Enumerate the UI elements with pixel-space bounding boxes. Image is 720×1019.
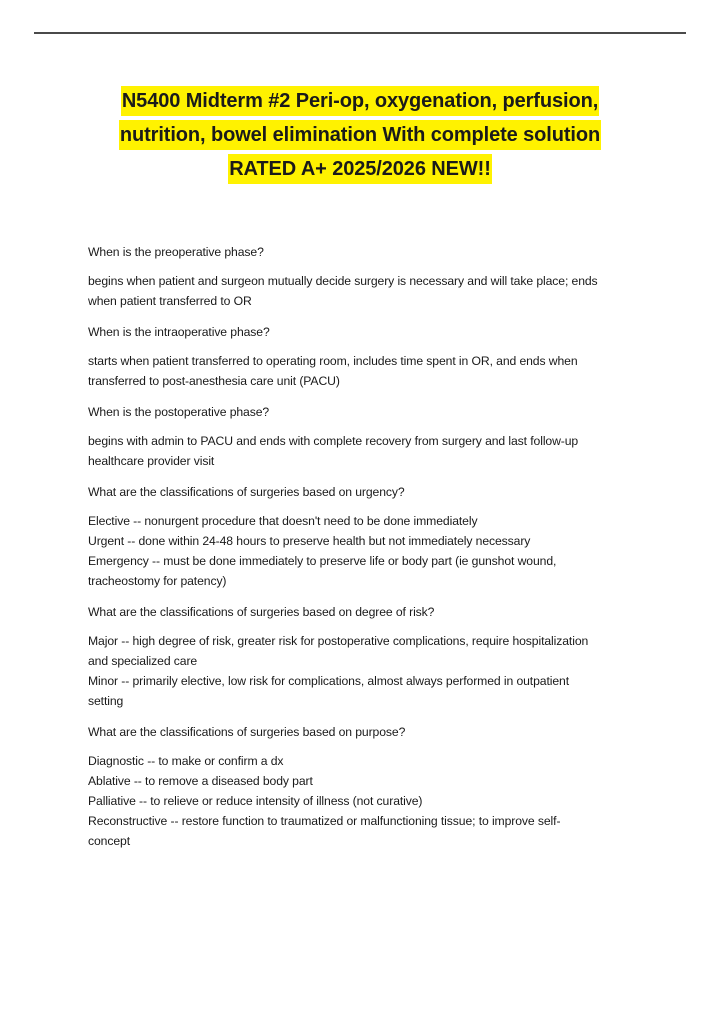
answer-line: Reconstructive -- restore function to traumatized or malfunctioning tissue; to improve self- (88, 814, 561, 828)
answer-line: setting (88, 694, 124, 708)
question: What are the classifications of surgeries based on degree of risk? (88, 605, 435, 619)
answer-line: Urgent -- done within 24-48 hours to preserve health but not immediately necessary (88, 534, 531, 548)
question: What are the classifications of surgeries based on urgency? (88, 485, 405, 499)
answer (88, 751, 663, 851)
answer-line: when patient transferred to OR (88, 294, 252, 308)
question: When is the intraoperative phase? (88, 325, 270, 339)
answer-line: Major -- high degree of risk, greater risk for postoperative complications, require hospitalization (88, 634, 589, 648)
title-line-2: nutrition, bowel elimination With complete solution (119, 120, 601, 150)
answer (88, 351, 663, 391)
answer (88, 511, 663, 591)
answer-line: begins with admin to PACU and ends with complete recovery from surgery and last follow-up (88, 434, 579, 448)
answer-line: Elective -- nonurgent procedure that doesn't need to be done immediately (88, 514, 478, 528)
answer-line: starts when patient transferred to operating room, includes time spent in OR, and ends when (88, 354, 578, 368)
answer-line: Minor -- primarily elective, low risk for complications, almost always performed in outpatient (88, 674, 569, 688)
answer (88, 631, 663, 711)
answer-line: and specialized care (88, 654, 198, 668)
question: What are the classifications of surgeries based on purpose? (88, 725, 406, 739)
answer-line: healthcare provider visit (88, 454, 215, 468)
answer (88, 431, 663, 471)
top-divider (34, 32, 686, 34)
answer (88, 271, 663, 311)
qa-content (88, 242, 663, 862)
answer-line: concept (88, 834, 130, 848)
title-line-1: N5400 Midterm #2 Peri-op, oxygenation, perfusion, (121, 86, 599, 116)
answer-line: Diagnostic -- to make or confirm a dx (88, 754, 284, 768)
answer-line: Emergency -- must be done immediately to preserve life or body part (ie gunshot wound, (88, 554, 557, 568)
answer-line: Palliative -- to relieve or reduce intensity of illness (not curative) (88, 794, 423, 808)
document-title (60, 84, 660, 186)
answer-line: transferred to post-anesthesia care unit (PACU) (88, 374, 340, 388)
answer-line: Ablative -- to remove a diseased body part (88, 774, 313, 788)
answer-line: begins when patient and surgeon mutually decide surgery is necessary and will take place; ends (88, 274, 598, 288)
question: When is the postoperative phase? (88, 405, 270, 419)
question: When is the preoperative phase? (88, 245, 264, 259)
title-line-3: RATED A+ 2025/2026 NEW!! (228, 154, 492, 184)
answer-line: tracheostomy for patency) (88, 574, 227, 588)
